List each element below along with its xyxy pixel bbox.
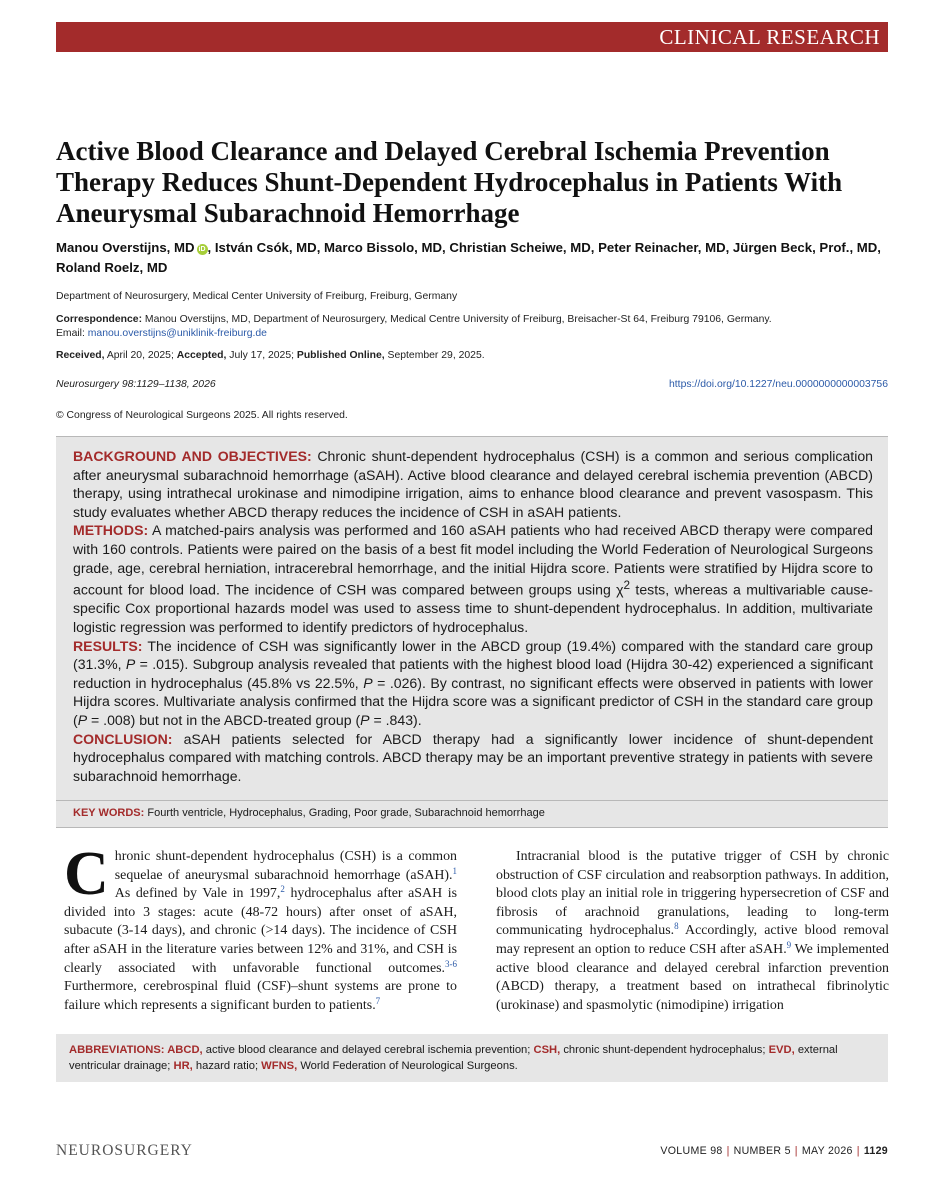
- results-text-a: The incidence of CSH was significantly lower in the ABCD group (19.4%) compared with the standard care group (31.3%,: [73, 637, 873, 673]
- issue-number: NUMBER 5: [733, 1145, 791, 1157]
- separator: |: [794, 1145, 798, 1157]
- results-text-e: = .843).: [369, 712, 422, 728]
- abstract-methods: [73, 521, 873, 636]
- results-text-d: = .008) but not in the ABCD-treated group (: [87, 712, 361, 728]
- intro-text-3: hydrocephalus after aSAH is divided into 3 stages: acute (48-72 hours) after onset of aSAH, subacute (3-14 days), and chronic (>14 days). The incidence of CSH after aSAH in the literature varies between 12% and 31%, and CSH is clearly associated with unfavorable functional outcomes.: [64, 886, 457, 976]
- accepted-label: Accepted,: [176, 350, 227, 361]
- abbrev-term: CSH,: [533, 1044, 561, 1056]
- p-symbol: P: [360, 712, 370, 728]
- p-symbol: P: [363, 674, 373, 691]
- intro-text-2: As defined by Vale in 1997,: [114, 886, 281, 902]
- abstract-results: [73, 637, 873, 730]
- email-link[interactable]: manou.overstijns@uniklinik-freiburg.de: [87, 328, 267, 339]
- right-text-3: We implemented active blood clearance and delayed cerebral infarction prevention (ABCD) therapy, a treatment based on intrathecal fibrinolytic (urokinase) and spasmolytic (nimodipine) irrigation: [496, 941, 889, 1013]
- orcid-icon[interactable]: iD: [198, 246, 206, 253]
- abbrev-term: WFNS,: [261, 1060, 298, 1072]
- abbrev-definition: external ventricular drainage;: [69, 1044, 838, 1072]
- separator: |: [856, 1145, 860, 1157]
- abbrev-term: ABCD,: [164, 1044, 203, 1056]
- methods-text-b: tests, whereas a multivariable cause-specific Cox proportional hazards model was used to assess time to shunt-dependent hydrocephalus. In addition, multivariate logistic regression was performed to identify predictors of hydrocephalus.: [73, 581, 873, 636]
- abbreviations-text: [69, 1042, 879, 1074]
- keywords-label: KEY WORDS:: [73, 807, 145, 819]
- abbrev-definition: hazard ratio;: [192, 1060, 262, 1072]
- reference-link[interactable]: 7: [375, 995, 381, 1006]
- abstract-text: [73, 447, 873, 785]
- affiliation: Department of Neurosurgery, Medical Center University of Freiburg, Freiburg, Germany: [56, 291, 458, 302]
- reference-link[interactable]: 2: [280, 884, 285, 895]
- keywords-text: Fourth ventricle, Hydrocephalus, Grading, Poor grade, Subarachnoid hemorrhage: [144, 807, 545, 819]
- intro-text-1: hronic shunt-dependent hydrocephalus (CSH) is a common sequelae of aneurysmal subarachnoid hemorrhage (aSAH).: [114, 849, 457, 883]
- doi-link[interactable]: https://doi.org/10.1227/neu.0000000000003756: [669, 379, 888, 390]
- abstract-box: [56, 436, 888, 828]
- body-column-right: [496, 848, 889, 1015]
- results-label: RESULTS:: [73, 637, 143, 654]
- background-label: BACKGROUND AND OBJECTIVES:: [73, 448, 312, 464]
- right-text-1: Intracranial blood is the putative trigger of CSH by chronic obstruction of CSF circulation and reabsorption pathways. In addition, blood clots play an initial role in triggering hypersecretion of CSF and fibrosis of arachnoid granulations, leading to long-term communicating hydrocephalus.: [496, 849, 889, 939]
- abbrev-term: EVD,: [768, 1044, 795, 1056]
- issue-info: [660, 1145, 888, 1157]
- section-banner: [56, 22, 888, 52]
- methods-superscript: 2: [623, 579, 631, 593]
- results-text-c: = .026). By contrast, no significant effects were observed in patients with lower Hijdra scores. Multivariate analysis confirmed that the Hijdra score was a significant predictor of CSH in the standard care group (: [73, 674, 873, 728]
- journal-citation: Neurosurgery 98:1129–1138, 2026: [56, 379, 216, 390]
- conclusion-label: CONCLUSION:: [73, 730, 173, 747]
- other-authors: , István Csók, MD, Marco Bissolo, MD, Christian Scheiwe, MD, Peter Reinacher, MD, Jürgen Beck, Prof., MD, Roland Roelz, MD: [56, 240, 881, 275]
- abbrev-definition: chronic shunt-dependent hydrocephalus;: [560, 1044, 769, 1056]
- journal-logo: NEUROSURGERY: [56, 1142, 193, 1159]
- reference-link[interactable]: 3-6: [445, 958, 457, 969]
- volume: VOLUME 98: [660, 1145, 723, 1157]
- abbrev-definition: World Federation of Neurological Surgeons.: [297, 1060, 518, 1072]
- abbrev-definition: active blood clearance and delayed cerebral ischemia prevention;: [202, 1044, 534, 1056]
- conclusion-text: aSAH patients selected for ABCD therapy had a significantly lower incidence of shunt-dependent hydrocephalus compared with matching controls. ABCD therapy may be an important preventive strategy in patients with severe subarachnoid hemorrhage.: [73, 730, 873, 784]
- correspondence: [56, 313, 896, 341]
- page-number: 1129: [863, 1145, 888, 1157]
- separator: |: [726, 1145, 730, 1157]
- keywords-divider: [56, 800, 888, 801]
- author-list: [56, 238, 896, 278]
- published-label: Published Online,: [296, 350, 385, 361]
- reference-link[interactable]: 9: [786, 939, 792, 950]
- abbrev-term: HR,: [173, 1060, 193, 1072]
- section-label: CLINICAL RESEARCH: [659, 25, 880, 49]
- article-dates: [56, 349, 485, 363]
- received-date: April 20, 2025;: [104, 350, 177, 361]
- reference-link[interactable]: 8: [674, 921, 679, 932]
- correspondence-address: Manou Overstijns, MD, Department of Neurosurgery, Medical Centre University of Freiburg, Breisacher-St 64, Freiburg 79106, Germany.: [142, 314, 772, 325]
- correspondence-label: Correspondence:: [56, 314, 143, 325]
- abstract-background: [73, 447, 873, 521]
- right-text-2: Accordingly, active blood removal may represent an option to reduce CSH after aSAH.: [496, 923, 889, 957]
- p-symbol: P: [77, 712, 88, 728]
- methods-label: METHODS:: [73, 522, 149, 539]
- abbreviations-label: ABBREVIATIONS:: [69, 1044, 165, 1056]
- published-date: September 29, 2025.: [384, 350, 485, 361]
- email-label: Email:: [56, 328, 88, 339]
- p-symbol: P: [125, 656, 136, 673]
- intro-text-4: Furthermore, cerebrospinal fluid (CSF)–shunt systems are prone to failure which represents a significant burden to patients.: [64, 979, 457, 1013]
- background-text: Chronic shunt-dependent hydrocephalus (CSH) is a common and serious complication after aneurysmal subarachnoid hemorrhage (aSAH). Active blood clearance and delayed cerebral ischemia prevention (ABCD) therapy, using intrathecal urokinase and nimodipine irrigation, aims to enhance blood clearance and prevent vasospasm. This study evaluates whether ABCD therapy reduces the incidence of CSH in aSAH patients.: [73, 448, 874, 520]
- abbreviations-box: [56, 1034, 888, 1082]
- abstract-conclusion: [73, 730, 873, 786]
- received-label: Received,: [56, 350, 105, 361]
- body-column-left: [64, 840, 457, 1015]
- drop-cap: C: [64, 840, 109, 908]
- article-title: Active Blood Clearance and Delayed Cerebral Ischemia Prevention Therapy Reduces Shunt-Dependent Hydrocephalus in Patients With Aneurysmal Subarachnoid Hemorrhage: [56, 136, 843, 228]
- copyright-notice: © Congress of Neurological Surgeons 2025. All rights reserved.: [56, 410, 348, 421]
- issue-date: MAY 2026: [801, 1145, 853, 1157]
- results-text-b: = .015). Subgroup analysis revealed that patients with the highest blood load (Hijdra 30-42) experienced a significant reduction in hydrocephalus (45.8% vs 22.5%,: [73, 656, 873, 691]
- keywords: [73, 806, 545, 820]
- methods-text-a: A matched-pairs analysis was performed and 160 aSAH patients who had received ABCD therapy were compared with 160 controls. Patients were paired on the basis of a best fit model including the World Federation of Neurological Surgeons grade, age, cerebral herniation, intracerebral hemorrhage, and the initial Hijdra score. Patients were stratified by Hijdra score to account for blood load. The incidence of CSH was compared between groups using χ: [73, 522, 873, 598]
- accepted-date: July 17, 2025;: [226, 350, 297, 361]
- first-author: Manou Overstijns, MD: [56, 240, 195, 255]
- reference-link[interactable]: 1: [452, 865, 457, 876]
